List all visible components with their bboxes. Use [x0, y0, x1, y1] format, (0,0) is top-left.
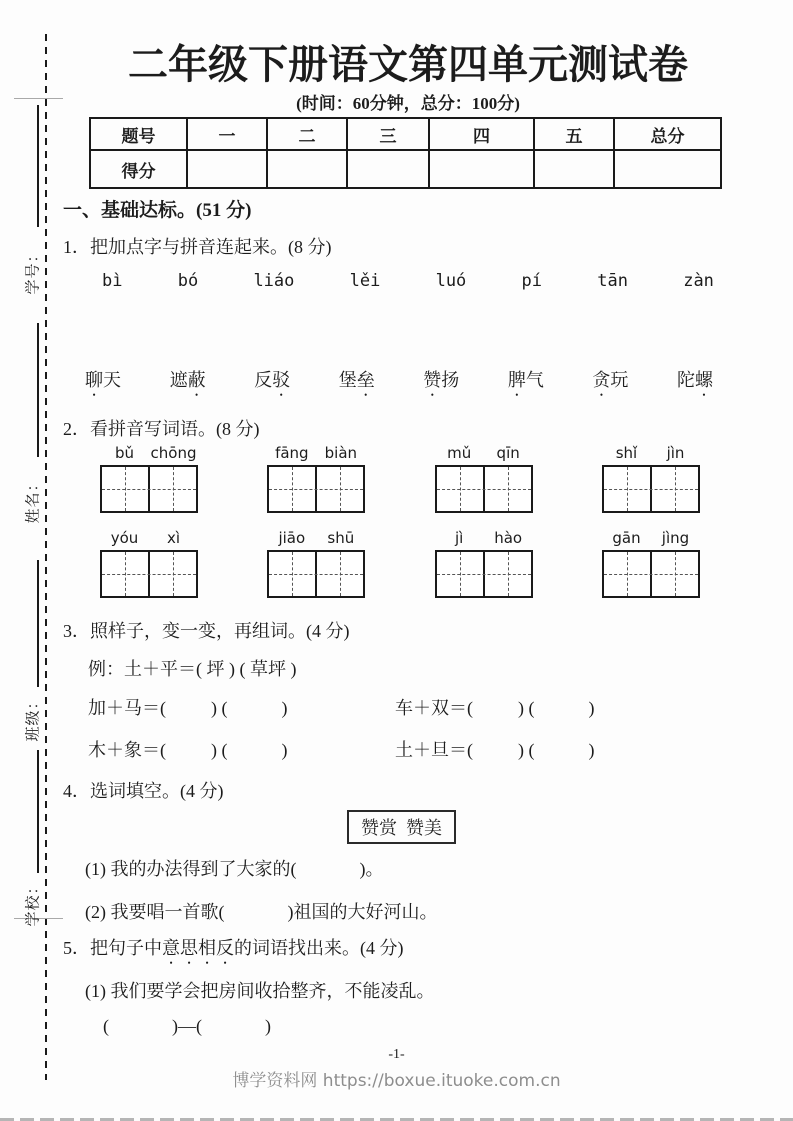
score-cell [429, 150, 534, 188]
pinyin-item: bó [177, 271, 199, 291]
footer-site-text: 博学资料网 https://boxue.ituoke.com.cn [232, 1071, 561, 1091]
q3-row-2 [88, 736, 718, 762]
score-table-header-cell: 五 [534, 118, 614, 150]
q3-equation: 木＋象＝( ) ( ) [88, 740, 288, 760]
writing-grid [435, 550, 533, 598]
q3-equation: 加＋马＝( ) ( ) [88, 698, 288, 718]
q5-heading: 5．把句子中意思相反的词语找出来。(4 分) [63, 938, 404, 958]
section1-heading: 一、基础达标。(51 分) [63, 200, 252, 221]
q4-item-2: (2) 我要唱一首歌( )祖国的大好河山。 [85, 902, 438, 922]
writing-grid [435, 465, 533, 513]
score-table-header-cell: 二 [267, 118, 347, 150]
name-blank-line [37, 323, 39, 457]
pinyin-item: liáo [253, 271, 295, 291]
score-cell [347, 150, 429, 188]
word-item: 反驳 [254, 370, 291, 390]
pinyin-item: lěi [349, 271, 381, 291]
q1-heading: 1．把加点字与拼音连起来。(8 分) [63, 237, 332, 257]
pinyin-item: luó [435, 271, 467, 291]
score-table-header-cell: 一 [187, 118, 267, 150]
q1-word-row [85, 366, 713, 400]
q1-pinyin-row [102, 271, 714, 291]
word-item: 脾气 [507, 370, 544, 390]
q3-equation: 车＋双＝( ) ( ) [395, 698, 595, 718]
name-label: 姓名： [25, 475, 42, 524]
pinyin-word-box: yóu xì [100, 529, 198, 598]
pinyin-word-box: shǐ jìn [602, 444, 700, 513]
pinyin-item: pí [521, 271, 543, 291]
q4-item-1: (1) 我的办法得到了大家的( )。 [85, 859, 384, 879]
writing-grid [100, 465, 198, 513]
class-label: 班级： [25, 693, 42, 742]
pinyin-word-box: mǔ qīn [435, 444, 533, 513]
word-item: 堡垒 [338, 370, 375, 390]
page-number: -1- [388, 1047, 405, 1062]
pinyin-word-box: jì hào [435, 529, 533, 598]
q3-heading: 3．照样子，变一变，再组词。(4 分) [63, 621, 350, 641]
pinyin-word-box: fāng biàn [267, 444, 365, 513]
pinyin-item: tān [597, 271, 628, 291]
pinyin-word-box: gān jìng [602, 529, 700, 598]
writing-grid [267, 550, 365, 598]
q5-answer-line: ( )—( ) [103, 1016, 271, 1036]
q3-row-1 [88, 694, 718, 720]
score-table-header-cell: 总分 [614, 118, 721, 150]
q3-example: 例：土＋平＝( 坪 ) ( 草坪 ) [88, 659, 297, 679]
word-bank-box: 赞赏 赞美 [347, 810, 456, 844]
page-title: 二年级下册语文第四单元测试卷 [128, 42, 688, 87]
q2-row-1 [100, 444, 700, 513]
word-item: 陀螺 [676, 370, 713, 390]
q5-item-1: (1) 我们要学会把房间收拾整齐，不能凌乱。 [85, 981, 435, 1001]
writing-grid [100, 550, 198, 598]
seal-dashed-line [45, 34, 47, 1080]
student-id-label: 学号： [25, 246, 42, 295]
q4-heading: 4．选词填空。(4 分) [63, 781, 224, 801]
word-item: 贪玩 [592, 370, 629, 390]
word-item: 遮蔽 [169, 370, 206, 390]
score-table-header-cell: 四 [429, 118, 534, 150]
pinyin-item: zàn [683, 271, 714, 291]
writing-grid [602, 550, 700, 598]
student-id-blank-line [37, 105, 39, 227]
word-item: 赞扬 [423, 370, 460, 390]
score-table-header-cell: 三 [347, 118, 429, 150]
pinyin-word-box: bǔ chōng [100, 444, 198, 513]
score-cell [267, 150, 347, 188]
score-cell [187, 150, 267, 188]
pinyin-item: bì [102, 271, 123, 291]
writing-grid [267, 465, 365, 513]
school-blank-line [37, 750, 39, 873]
pinyin-word-box: jiāo shū [267, 529, 365, 598]
score-table [89, 117, 722, 189]
page-subtitle: (时间：60分钟，总分：100分) [296, 94, 520, 113]
score-cell [614, 150, 721, 188]
score-table-header-cell: 题号 [90, 118, 187, 150]
score-row-label: 得分 [90, 150, 187, 188]
fold-tick-top [14, 98, 63, 99]
word-item: 聊天 [85, 370, 121, 390]
writing-grid [602, 465, 700, 513]
q2-row-2 [100, 529, 700, 598]
q3-equation: 土＋旦＝( ) ( ) [395, 740, 595, 760]
class-blank-line [37, 560, 39, 687]
score-cell [534, 150, 614, 188]
q2-heading: 2．看拼音写词语。(8 分) [63, 419, 260, 439]
school-label: 学校： [25, 878, 42, 927]
